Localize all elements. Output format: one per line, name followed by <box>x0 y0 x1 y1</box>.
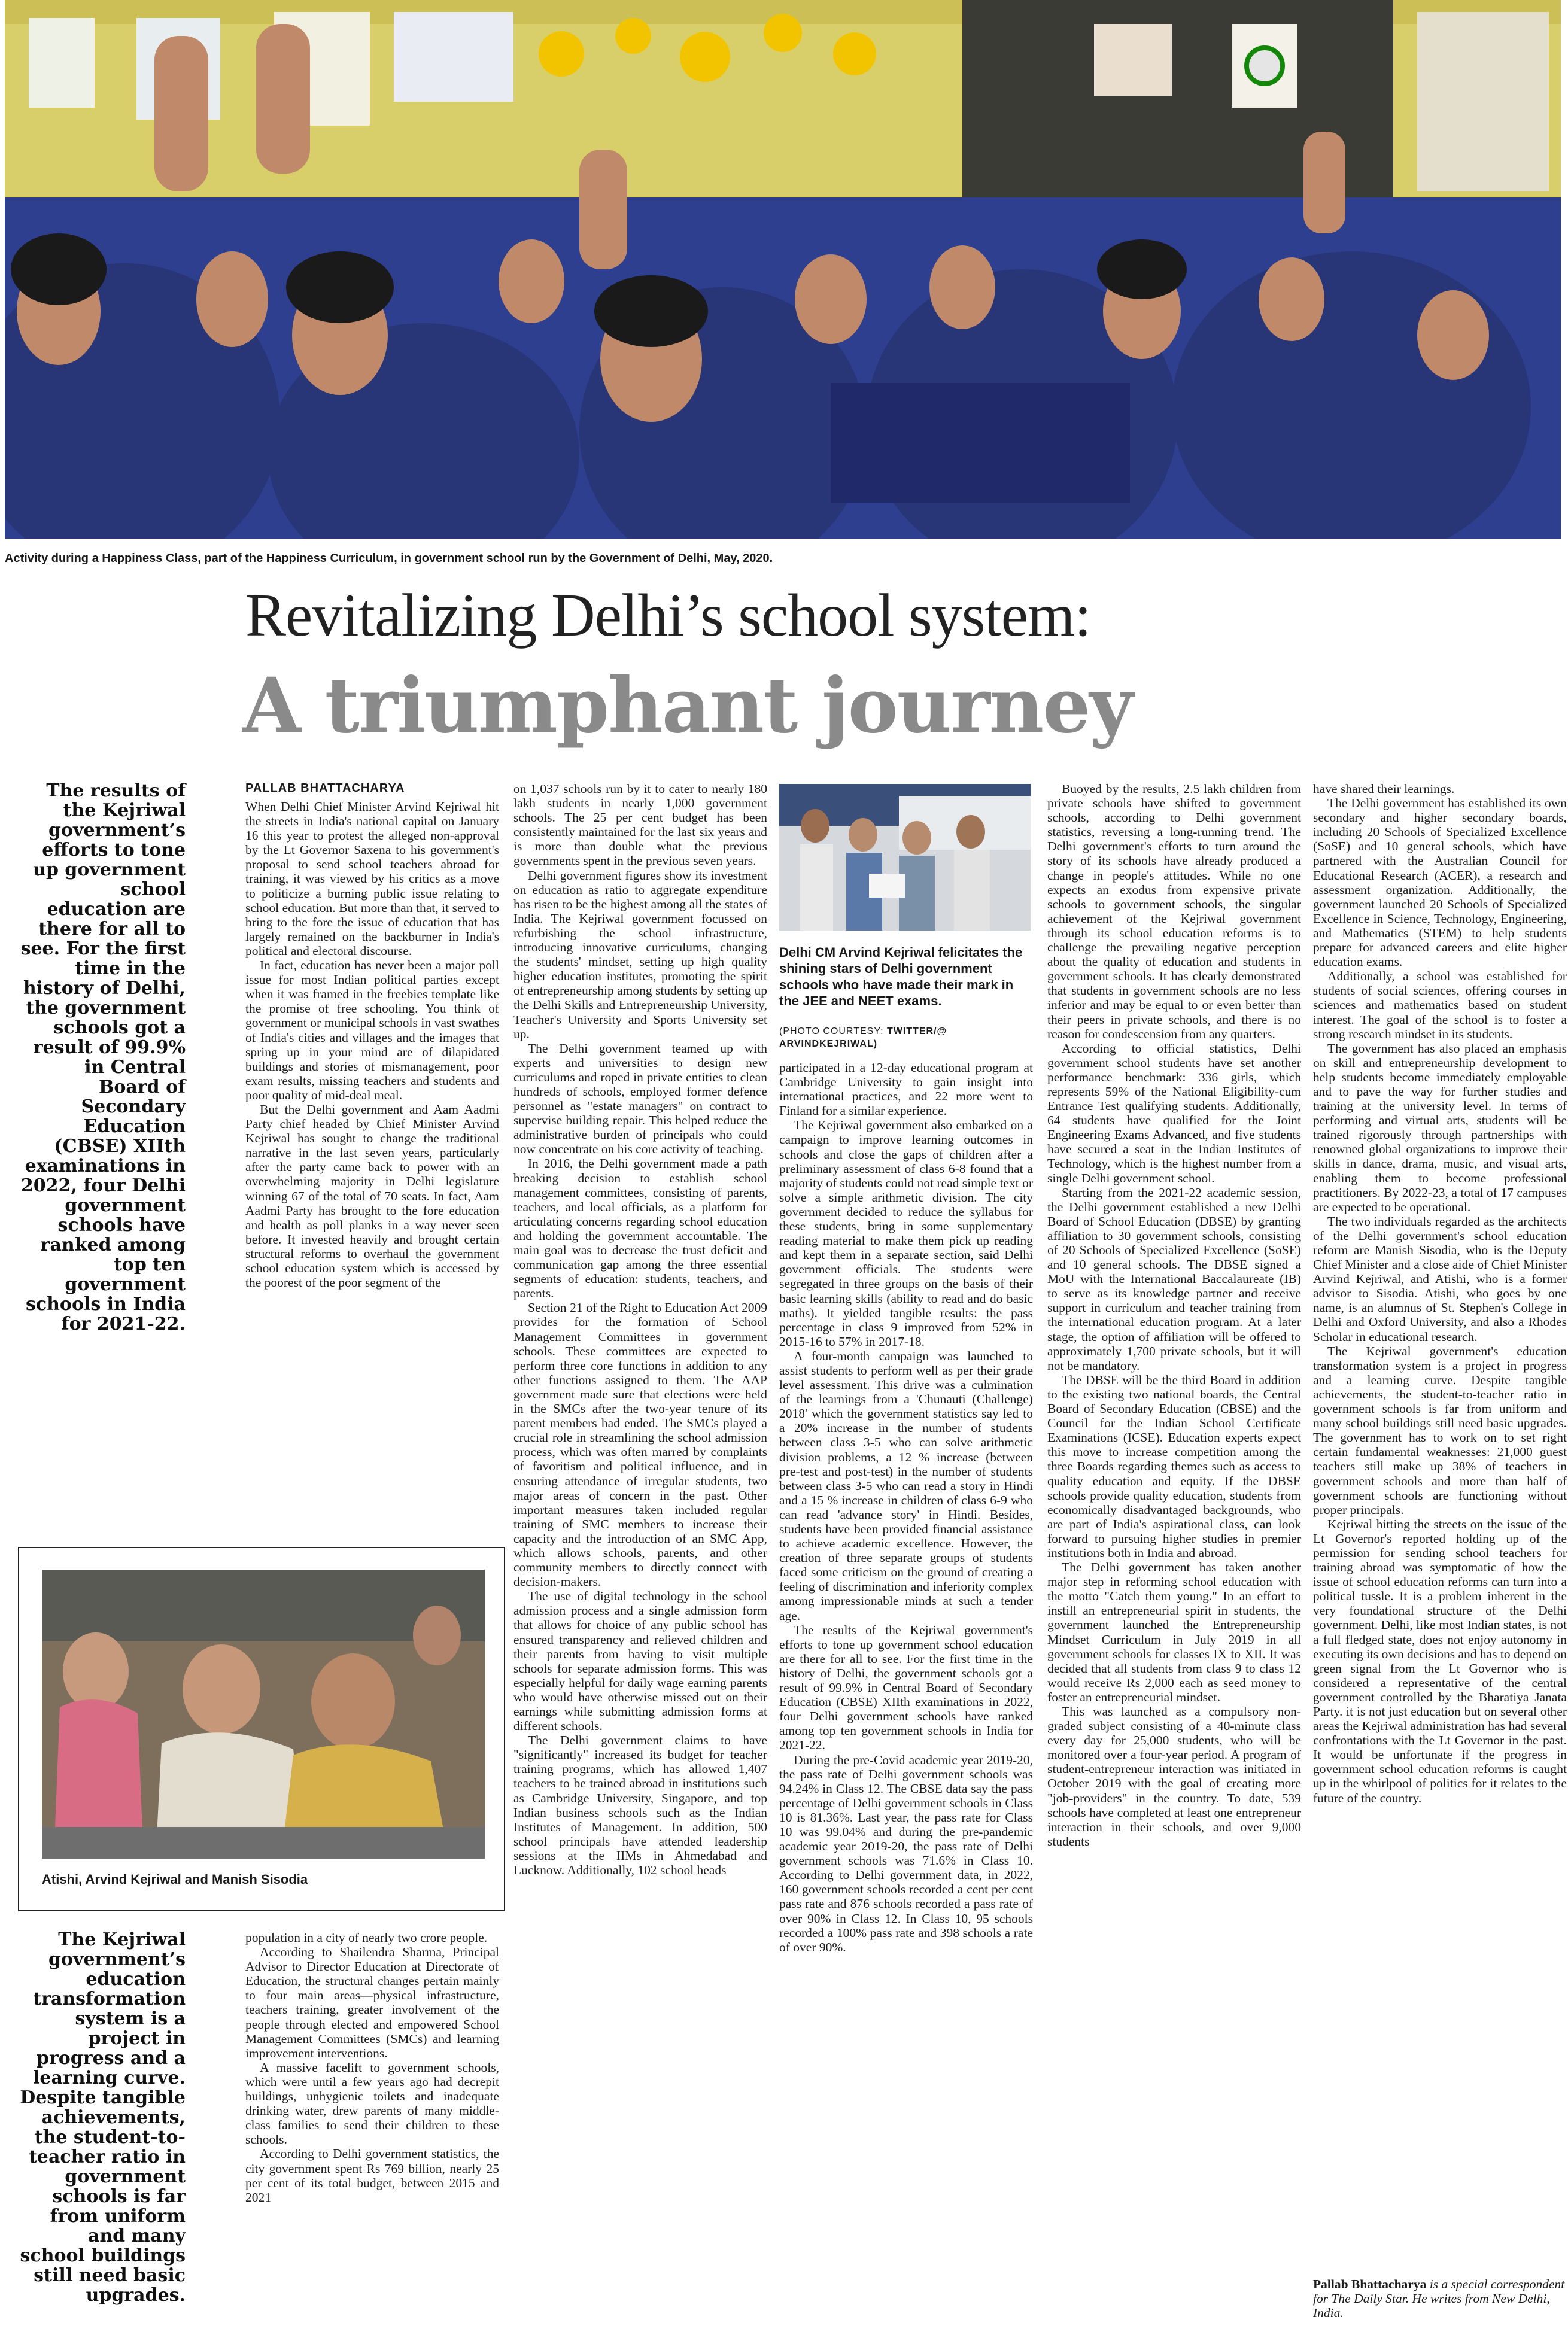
paragraph: During the pre-Covid academic year 2019-20, the pass rate of Delhi government schools was 94.24% in Class 12. The CBSE data say the pass percentage of Delhi government schools in Class 10 is 81.36%. Last year, the pass rate for Class 10 was 99.04% and during the pre-pandemic academic year 2019-20, the pass rate of Delhi government schools was 71.6% in Class 10. According to Delhi government data, in 2022, 160 government schools recorded a cent per cent pass rate and 876 schools recorded a pass rate of over 90% in Class 12. In Class 10, 95 schools recorded a 100% pass rate and 398 schools a rate of over 90%. <box>779 1752 1033 1954</box>
paragraph: The government has also placed an emphasis on skill and entrepreneurship development to help students become immediately employable and to pave the way for further studies and training at the university level. In terms of performing and virtual arts, students will be trained rigorously through partnerships with renowned global organizations to improve their skills in dance, drama, music, and visual arts, enabling them to become professional practitioners. By 2022-23, a total of 17 campuses are expected to be operational. <box>1313 1041 1567 1214</box>
paragraph: The Kejriwal government's education transformation system is a project in progress and a learning curve. Despite tangible achievements, the student-to-teacher ratio in government schools is far from uniform and many school buildings still need basic upgrades. The government has to work on to set right certain fundamental weaknesses: 21,000 guest teachers still make up 38% of teachers in government schools and more than half of government schools are functioning without proper principals. <box>1313 1343 1567 1517</box>
pullquote-top: The results of the Kejriwal government’s efforts to tone up government school education are there for all to see. For the first time in the history of Delhi, the government schools got a result of 99.9% in Central Board of Secondary Education (CBSE) XIIth examinations in 2022, four Delhi government schools have ranked among top ten government schools in India for 2021-22. <box>20 780 186 1334</box>
pullquote-bottom: The Kejriwal government’s education transformation system is a project in progress and a learning curve. Despite tangible achievements, the student-to-teacher ratio in government schools is far from uniform and many school buildings still need basic upgrades. <box>20 1929 186 2306</box>
paragraph: The Delhi government has established its own secondary and higher secondary boards, including 20 Schools of Specialized Excellence (SoSE) and 10 general schools, which have partnered with the Australian Council for Educational Research (ACER), a research and assessment organization. Additionally, the government launched 20 Schools of Specialized Excellence in Science, Technology, Engineering, and Mathematics (STEM) to help students prepare for advanced careers and elite higher education exams. <box>1313 796 1567 969</box>
headline-line-2: A triumphant journey <box>242 661 1132 750</box>
paragraph: In fact, education has never been a major poll issue for most Indian political parties except when it was framed in the freebies template like the promise of free schooling. You think of government or municipal schools in vast swathes of India's cities and villages and the images that spring up in your mind are of dilapidated buildings and stories of mismanagement, poor exam results, missing teachers and students and poor quality of mid-deal meal. <box>245 958 499 1102</box>
paragraph: According to Shailendra Sharma, Principal Advisor to Director Education at Directorate of Education, the structural changes pertain mainly to four main areas—physical infrastructure, teachers training, greater involvement of the people through elected and empowered School Management Committees (SMCs) and learning improvement interventions. <box>245 1945 499 2060</box>
paragraph: The DBSE will be the third Board in addition to the existing two national boards, the Central Board of Secondary Education (CBSE) and the Council for the Indian School Certificate Examinations (ICSE). Education experts expect this move to increase competition among the three Boards regarding themes such as access to quality education and equity. If the DBSE schools provide quality education, students from economically disadvantaged backgrounds, who are part of India's aspirational class, can look forward to pursuing higher studies in premier institutions both in India and abroad. <box>1047 1372 1301 1560</box>
article-column-2 <box>513 782 767 2325</box>
paragraph: have shared their learnings. <box>1313 782 1455 796</box>
paragraph: The Delhi government teamed up with experts and universities to design new curriculums and roped in private entities to clean hundreds of schools, employed former defence personnel as "estate managers" on contract to supervise building repair. This helped reduce the administrative burden of principals who could now concentrate on his core activity of teaching. <box>513 1041 767 1157</box>
byline: PALLAB BHATTACHARYA <box>245 782 405 795</box>
felicitation-photo-credit <box>779 1025 1031 1050</box>
paragraph: Additionally, a school was established for students of social sciences, offering courses in sciences and mathematics based on student interest. The goal of the school is to foster a strong research mindset in its students. <box>1313 969 1567 1041</box>
felicitation-photo-illustration <box>779 784 1031 931</box>
article-column-1-continued <box>245 1930 499 2325</box>
paragraph: on 1,037 schools run by it to cater to nearly 180 lakh students in nearly 1,000 government schools. The 25 per cent budget has been consistently maintained for the last six years and is more than double what the previous governments spent in the previous seven years. <box>513 782 767 868</box>
paragraph: Delhi government figures show its investment on education as ratio to aggregate expenditure has risen to be the highest among all the states of India. The Kejriwal government focussed on refurbishing the school infrastructure, introducing innovative curriculums, changing the students' mindset, setting up high quality higher education institutes, promoting the spirit of entrepreneurship among students by setting up the Delhi Skills and Entrepreneurship University, Teacher's University and Sports University set up. <box>513 868 767 1041</box>
felicitation-photo-caption: Delhi CM Arvind Kejriwal felicitates the shining stars of Delhi government schools who have made their mark in the JEE and NEET exams. <box>779 945 1023 1008</box>
paragraph: population in a city of nearly two crore people. <box>245 1930 488 1945</box>
credit-label: (PHOTO COURTESY: <box>779 1026 884 1036</box>
paragraph: A massive facelift to government schools, which were until a few years ago had decrepit buildings, unhygienic toilets and inadequate drinking water, drew parents of many middle-class families to send their children to these schools. <box>245 2060 499 2147</box>
paragraph: This was launched as a compulsory non-graded subject consisting of a 40-minute class every day for 25,000 students, who will be monitored over a four-year period. A program of student-entrepreneur interaction was initiated in October 2019 with the goal of creating more "job-providers" in the country. To date, 539 schools have completed at least one entrepreneur interaction in their schools, and over 9,000 students <box>1047 1704 1301 1848</box>
ministers-photo-caption: Atishi, Arvind Kejriwal and Manish Sisodia <box>42 1872 308 1887</box>
paragraph: But the Delhi government and Aam Aadmi Party chief headed by Chief Minister Arvind Kejriwal has sought to change the traditional narrative in the last seven years, particularly after the party came back to power with an overwhelming majority in Delhi legislature winning 67 of the total of 70 seats. In fact, Aam Aadmi Party has brought to the fore education and health as poll planks in a way never seen before. It invested heavily and brought certain structural reforms to overhaul the government school education system which is accessed by the poorest of the poor segment of the <box>245 1102 499 1290</box>
paragraph: The Delhi government claims to have "significantly" increased its budget for teacher training programs, which has allowed 1,407 teachers to be trained abroad in institutions such as Cambridge University, Singapore, and top Indian business schools such as the Indian Institutes of Management. In addition, 500 school principals have attended leadership sessions at the IIMs in Ahmedabad and Lucknow. Additionally, 102 school heads <box>513 1733 767 1878</box>
article-column-1 <box>245 799 499 1534</box>
ministers-photo-illustration <box>42 1570 485 1859</box>
credit-handle: TWITTER/@ ARVINDKEJRIWAL) <box>779 1026 947 1049</box>
paragraph: In 2016, the Delhi government made a path breaking decision to establish school management committees, consisting of parents, teachers, and local officials, as a platform for articulating concerns regarding school education and holding the government accountable. The main goal was to decrease the trust deficit and communication gap among the three essential segments of education: students, teachers, and parents. <box>513 1156 767 1301</box>
paragraph: When Delhi Chief Minister Arvind Kejriwal hit the streets in India's national capital on January 16 this year to protest the alleged non-approval by the Lt Governor Saxena to his government's proposal to send school teachers abroad for training, it was viewed by his critics as a move to politicize a burning public issue relating to school education. But more than that, it served to bring to the fore the issue of education that has largely remained on the backburner in India's political and electoral discourse. <box>245 799 499 958</box>
paragraph: participated in a 12-day educational program at Cambridge University to gain insight into international practices, and 22 more went to Finland for a similar experience. <box>779 1060 1033 1118</box>
paragraph: Kejriwal hitting the streets on the issue of the Lt Governor's reported holding up of the permission for sending school teachers for training abroad was symptomatic of how the issue of school education reforms can turn into a political tussle. It is a problem inherent in the very foundational structure of the Delhi government. Delhi, like most Indian states, is not a full fledged state, does not enjoy autonomy in executing its own decisions and has to depend on green signal from the Lt Governor who is considered a representative of the central government controlled by the Bharatiya Janata Party. it is not just education but on several other areas the Kejriwal administration has had several confrontations with the Lt Governor in the past. It would be unfortunate if the progress in government school education reforms is caught up in the whirlpool of politics for it relates to the future of the country. <box>1313 1516 1567 1805</box>
paragraph: The Kejriwal government also embarked on a campaign to improve learning outcomes in schools and close the gaps of children after a preliminary assessment of class 6-8 found that a majority of students could not read simple text or solve a simple arithmetic division. The city government decided to reduce the syllabus for these students, bring in some supplementary reading material to make them pick up reading and kept them in a separate section, said Delhi government officials. The students were segregated in three groups on the basis of their basic learning skills (ability to read and do basic maths). It yielded tangible results: the pass percentage in class 9 improved from 52% in 2015-16 to 57% in 2017-18. <box>779 1118 1033 1349</box>
top-photo-caption: Activity during a Happiness Class, part of the Happiness Curriculum, in government school run by the Government of Delhi, May, 2020. <box>5 552 773 565</box>
article-column-4 <box>1047 782 1301 2325</box>
felicitation-photo <box>779 784 1031 931</box>
classroom-photo <box>5 0 1561 539</box>
paragraph: Buoyed by the results, 2.5 lakh children from private schools have shifted to government schools, according to Delhi government statistics, reversing a long-running trend. The Delhi government's efforts to turn around the story of its schools have already produced a change in people's attitudes. While no one expects an exodus from expensive private schools to government schools, the singular achievement of the Kejriwal government through its school education reforms is to challenge the prevailing negative perception about the quality of education and students in government schools. It has clearly demonstrated that students in government schools are no less inferior and may be equal to or even better than their peers in private schools, and there is no reason for condescension from any quarters. <box>1047 782 1301 1041</box>
paragraph: The two individuals regarded as the architects of the Delhi government's school education reform are Manish Sisodia, who is the Deputy Chief Minister and a close aide of Chief Minister Arvind Kejriwal, and Atishi, who is a former advisor to Sisodia. Atishi, who goes by one name, is an alumnus of St. Stephen's College in Delhi and Oxford University, and also a Rhodes Scholar in educational research. <box>1313 1214 1567 1344</box>
paragraph: The results of the Kejriwal government's efforts to tone up government school education are there for all to see. For the first time in the history of Delhi, the government schools got a result of 99.9% in Central Board of Secondary Education (CBSE) XIIth examinations in 2022, four Delhi government schools have ranked among top ten government schools in India for 2021-22. <box>779 1622 1033 1753</box>
classroom-photo-illustration <box>5 0 1561 539</box>
author-bio <box>1313 2277 1567 2320</box>
paragraph: The use of digital technology in the school admission process and a single admission form that allows for choice of any public school has ensured transparency and relieved children and their parents from having to visit multiple schools for separate admission forms. This was especially helpful for daily wage earning parents who would have otherwise missed out on their earnings while submitting admission forms at different schools. <box>513 1589 767 1734</box>
paragraph: A four-month campaign was launched to assist students to perform well as per their grade level assessment. This drive was a culmination of the learnings from a 'Chunauti (Challenge) 2018' which the government statistics say led to a 20% increase in the number of students between class 3-5 who can solve arithmetic division problems, a 12 % increase (between pre-test and post-test) in the number of students between class 3-5 who can read a story in Hindi and a 15 % increase in children of class 6-9 who can read 'advance story' in Hindi. Besides, students have been provided financial assistance to achieve academic excellence. However, the creation of three separate groups of students faced some criticism on the ground of creating a feeling of discrimination and inferiority complex among impressionable minds at such a tender age. <box>779 1348 1033 1623</box>
headline-line-1: Revitalizing Delhi’s school system: <box>245 582 1091 649</box>
ministers-photo <box>42 1570 485 1859</box>
author-name: Pallab Bhattacharya <box>1313 2277 1427 2291</box>
paragraph: Starting from the 2021-22 academic session, the Delhi government established a new Delhi Board of School Education (DBSE) by granting affiliation to 30 government schools, consisting of 20 Schools of Specialized Excellence (SoSE) and 10 general schools. The DBSE signed a MoU with the International Baccalaureate (IB) to serve as its knowledge partner and receive support in curriculum and teacher training from the international education program. At a later stage, the option of affiliation will be offered to approximately 1,700 private schools, but it will not be mandatory. <box>1047 1185 1301 1373</box>
article-column-5 <box>1313 782 1567 2272</box>
author-description: is a special correspondent for The Daily Star. He writes from New Delhi, India. <box>1313 2277 1565 2320</box>
paragraph: According to Delhi government statistics, the city government spent Rs 769 billion, nearly 25 per cent of its total budget, between 2015 and 2021 <box>245 2147 499 2205</box>
paragraph: The Delhi government has taken another major step in reforming school education with the motto "Catch them young." In an effort to instill an entrepreneurial spirit in students, the government launched the Entrepreneurship Mindset Curriculum in July 2019 in all government schools for classes IX to XII. It was decided that all students from class 9 to class 12 would receive Rs 2,000 each as seed money to foster an entrepreneurial mindset. <box>1047 1560 1301 1704</box>
ministers-photo-frame <box>18 1547 505 1911</box>
article-column-3 <box>779 1060 1033 2325</box>
paragraph: Section 21 of the Right to Education Act 2009 provides for the formation of School Management Committees in government schools. These committees are expected to perform three core functions in addition to any other functions assigned to them. The AAP government made sure that elections were held in the SMCs after the two-year tenure of its parent members had ended. The SMCs played a crucial role in streamlining the school admission process, which was often marred by complaints of favoritism and political influence, and in ensuring attendance of irregular students, two major areas of concern in the past. Other important measures taken included regular training of SMC members to increase their capacity and the introduction of an SMC App, which allows schools, parents, and other community members to directly connect with decision-makers. <box>513 1300 767 1589</box>
paragraph: According to official statistics, Delhi government school students have set another performance benchmark: 336 girls, which represents 59% of the National Eligibility-cum Entrance Test qualifying students. Additionally, 64 students have qualified for the Joint Engineering Exams Advanced, and five students have secured a seat in the Indian Institutes of Technology, which is the highest number from a single Delhi government school. <box>1047 1041 1301 1185</box>
